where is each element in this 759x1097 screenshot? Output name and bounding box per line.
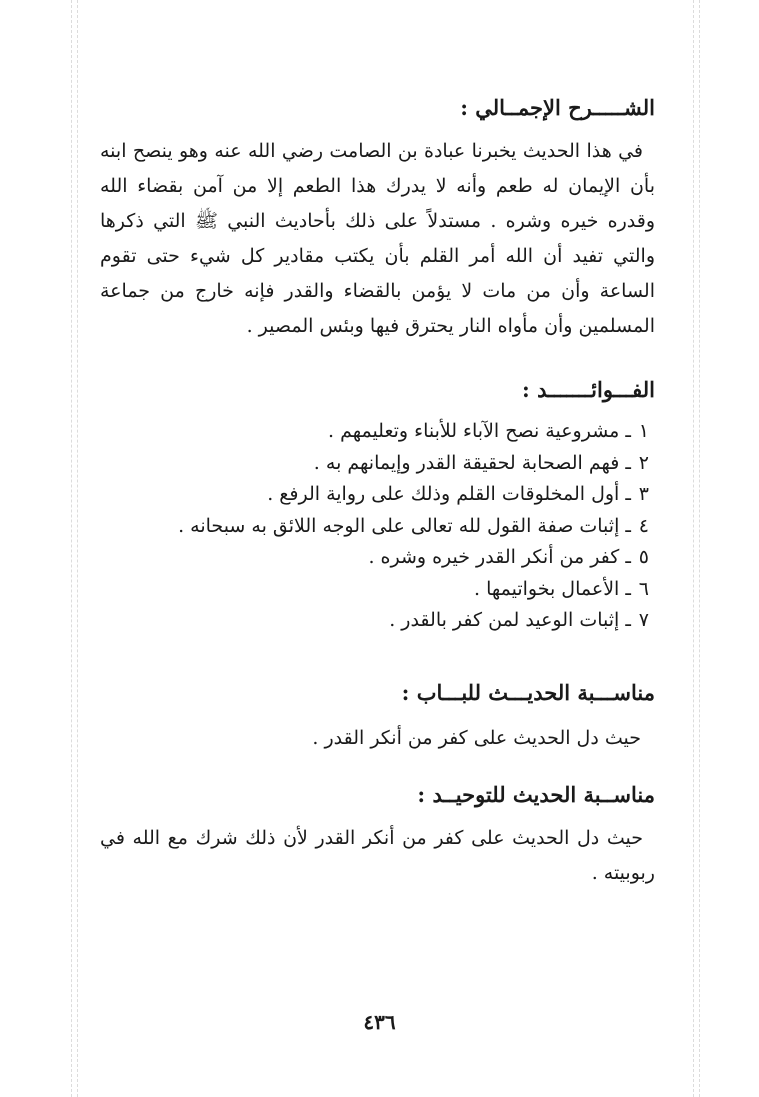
relevance-tawheed-heading: مناســبة الحديث للتوحيــد : bbox=[417, 781, 655, 807]
benefit-item: ٢ ـ فهم الصحابة لحقيقة القدر وإيمانهم به . bbox=[313, 451, 649, 474]
relevance-chapter-heading: مناســـبة الحديـــث للبـــاب : bbox=[401, 679, 655, 705]
benefit-item: ٦ ـ الأعمال بخواتيمها . bbox=[473, 577, 649, 600]
relevance-chapter-text: حيث دل الحديث على كفر من أنكر القدر . bbox=[312, 726, 641, 749]
benefit-item: ٣ ـ أول المخلوقات القلم وذلك على رواية الرفع . bbox=[267, 483, 649, 505]
general-explanation-heading: الشـــــرح الإجمــالي : bbox=[460, 95, 655, 120]
benefit-item: ٧ ـ إثبات الوعيد لمن كفر بالقدر . bbox=[389, 609, 649, 631]
benefits-list bbox=[100, 416, 655, 637]
scan-line bbox=[693, 0, 694, 1097]
scan-line bbox=[77, 0, 78, 1097]
benefit-item: ٤ ـ إثبات صفة القول لله تعالى على الوجه اللائق به سبحانه . bbox=[178, 514, 649, 537]
relevance-tawheed-text: حيث دل الحديث على كفر من أنكر القدر لأن ذلك شرك مع الله في ربوبيته . bbox=[100, 826, 655, 884]
page-number: ٤٣٦ bbox=[363, 1010, 396, 1034]
scan-line bbox=[699, 0, 700, 1097]
benefit-item: ٥ ـ كفر من أنكر القدر خيره وشره . bbox=[368, 546, 649, 568]
benefits-heading: الفـــوائـــــــد : bbox=[522, 377, 655, 402]
page-content bbox=[100, 92, 655, 891]
scan-line bbox=[71, 0, 72, 1097]
general-explanation-text: في هذا الحديث يخبرنا عبادة بن الصامت رضي الله عنه وهو ينصح ابنه بأن الإيمان له طعم وأنه لا يدرك هذا الطعم إلا من آمن بقضاء الله وقدره خيره وشره . مستدلاً على ذلك بأحاديث النبي ﷺ التي ذكرها والتي تفيد أن الله أمر القلم بأن يكتب مقادير كل شيء حتى تقوم الساعة وأن من مات لا يؤمن بالقضاء والقدر فإنه خارج من جماعة المسلمين وأن مأواه النار يحترق فيها وبئس المصير . bbox=[100, 140, 655, 337]
benefit-item: ١ ـ مشروعية نصح الآباء للأبناء وتعليمهم . bbox=[327, 420, 649, 442]
